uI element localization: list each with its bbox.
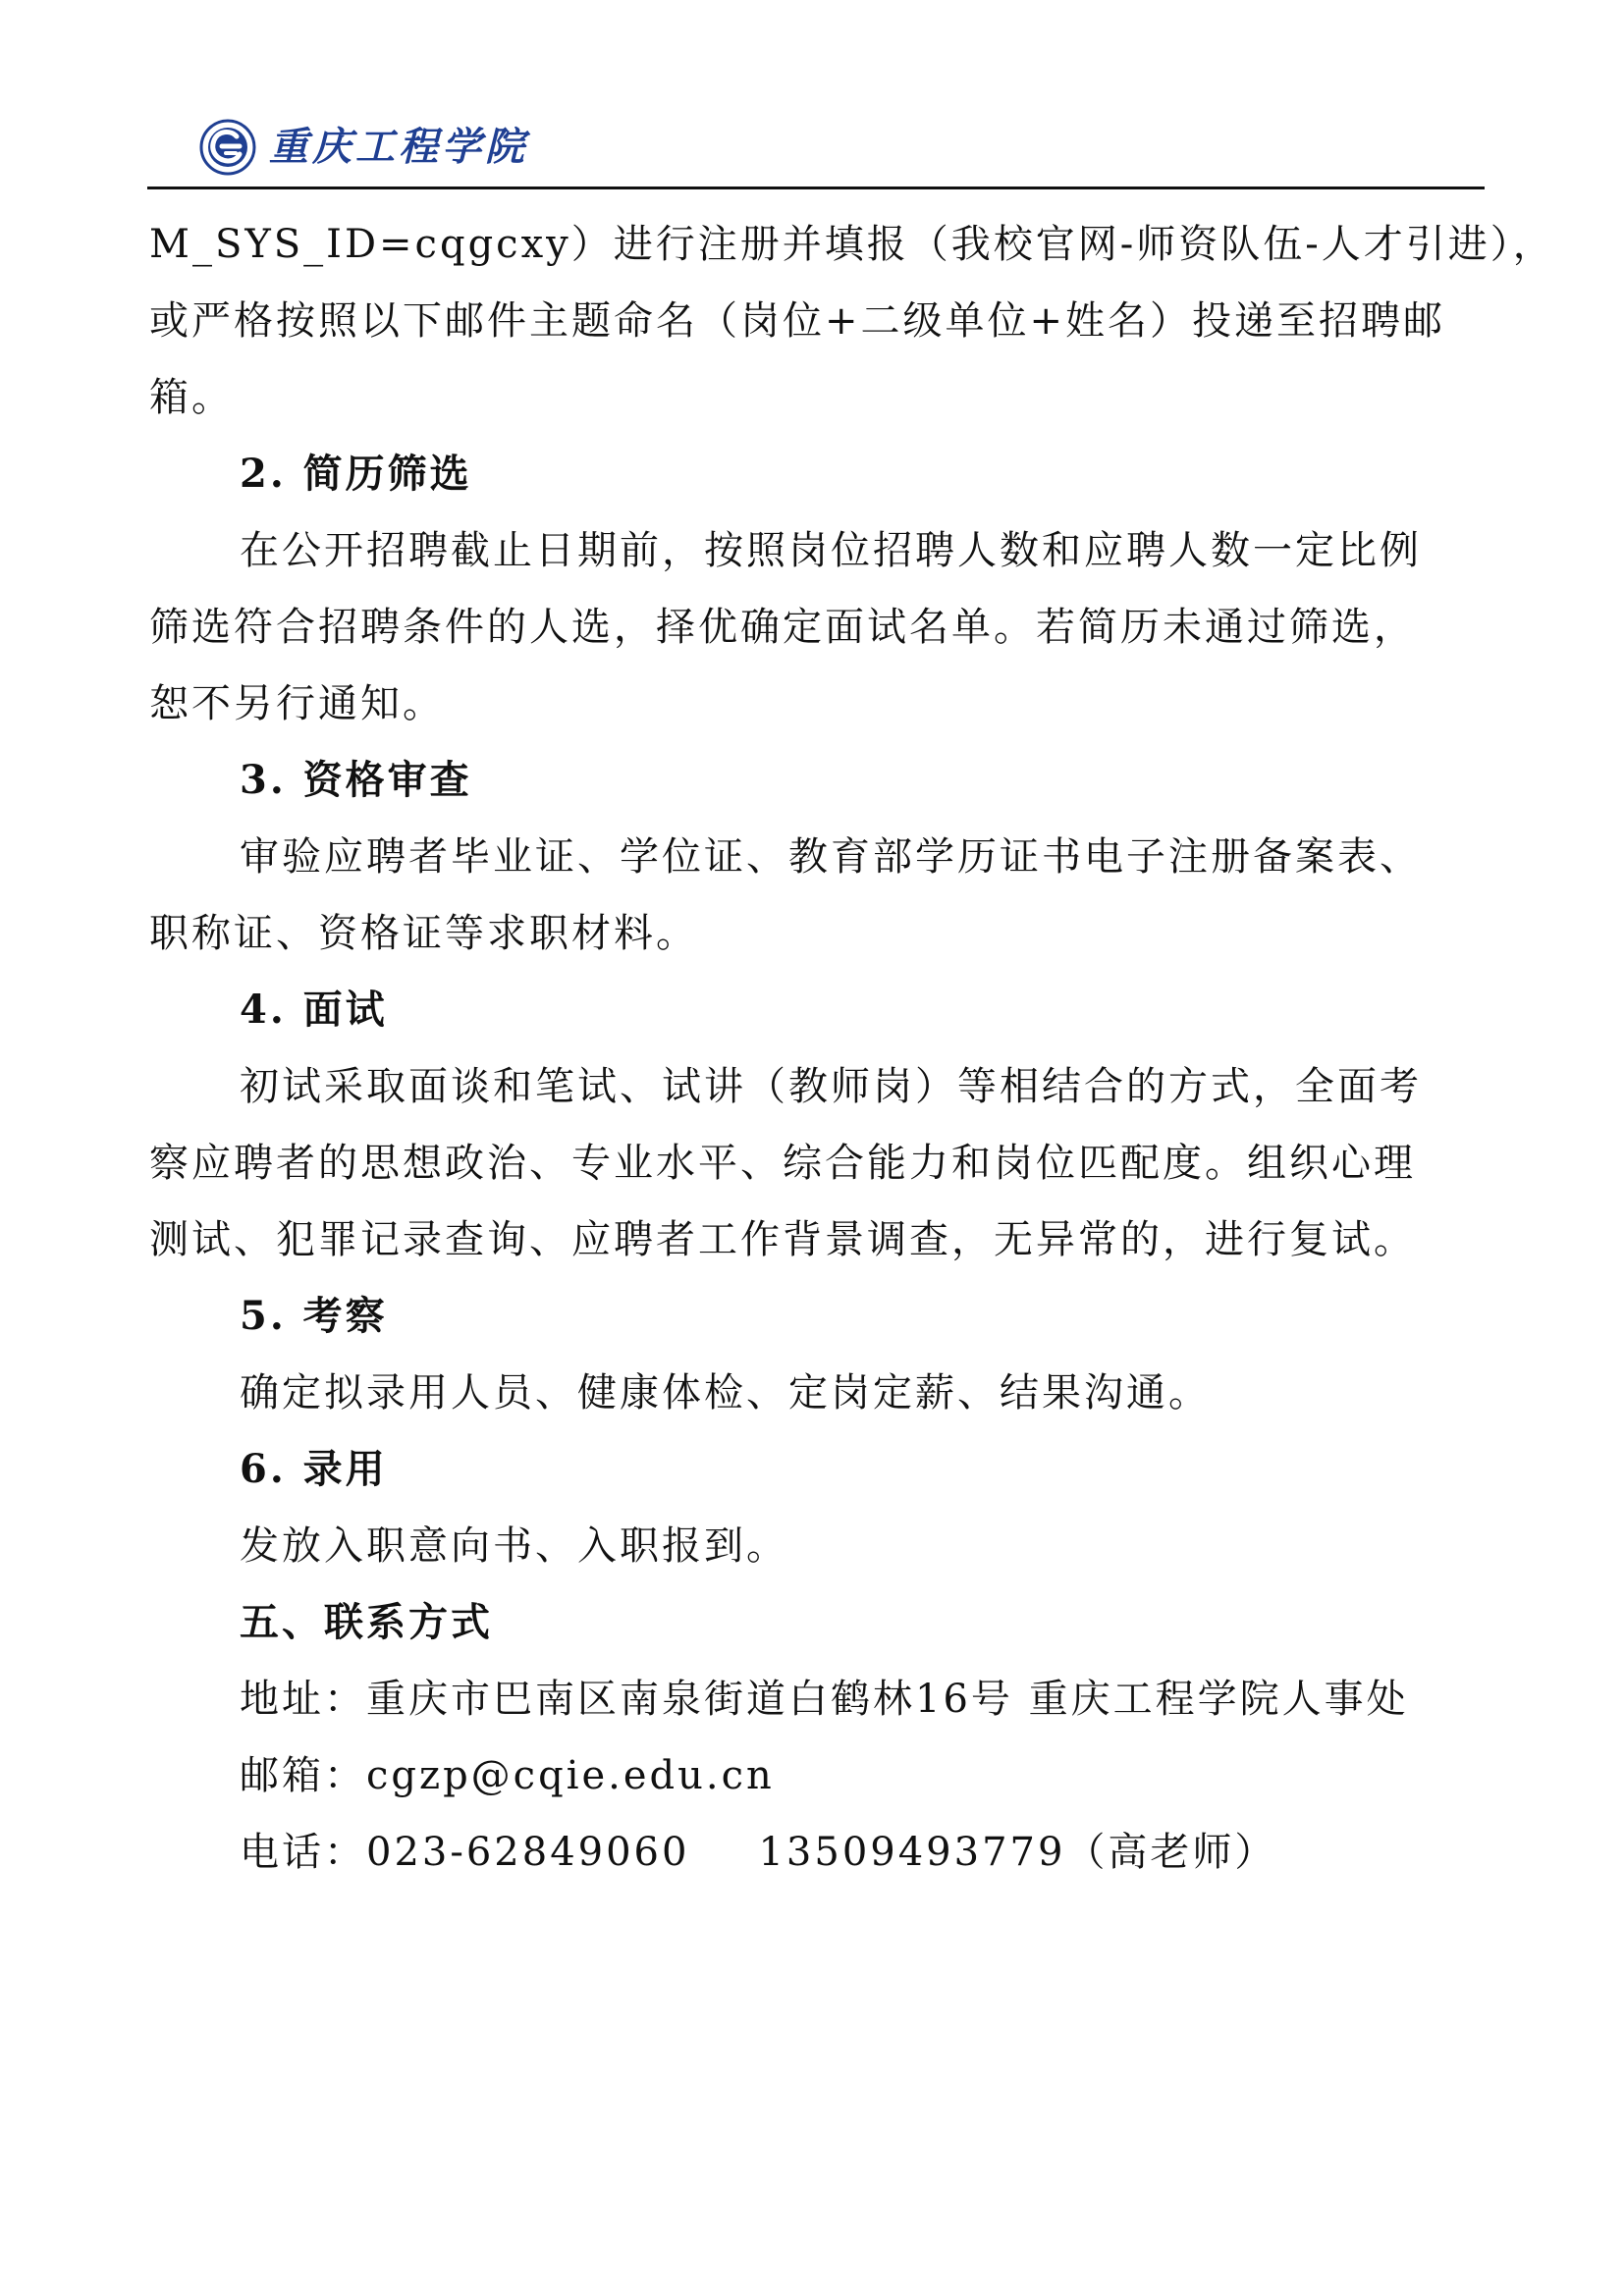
section-paragraph: [149, 819, 1487, 972]
contact-address: 地址：重庆市巴南区南泉街道白鹤林16号 重庆工程学院人事处: [240, 1677, 1409, 1722]
school-name: 重庆工程学院: [269, 124, 528, 170]
intro-paragraph: [149, 206, 1555, 436]
section-paragraph: [149, 1048, 1487, 1278]
contact-email: 邮箱：cgzp@cqie.edu.cn: [240, 1753, 775, 1798]
contact-heading: 五、联系方式: [240, 1599, 493, 1645]
paragraph-line: 测试、犯罪记录查询、应聘者工作背景调查，无异常的，进行复试。: [149, 1217, 1416, 1262]
school-seal-icon: [198, 118, 257, 177]
school-logo: [198, 118, 528, 177]
paragraph-line: 初试采取面谈和笔试、试讲（教师岗）等相结合的方式，全面考: [240, 1064, 1422, 1109]
section-heading: 3. 资格审查: [240, 757, 472, 803]
section-heading: 2. 简历筛选: [240, 451, 472, 497]
section-paragraph: [149, 1355, 1487, 1431]
paragraph-line: 确定拟录用人员、健康体检、定岗定薪、结果沟通。: [240, 1370, 1211, 1415]
page-header: [147, 106, 1485, 189]
section-paragraph: [149, 1508, 1487, 1584]
paragraph-line: 在公开招聘截止日期前，按照岗位招聘人数和应聘人数一定比例: [240, 528, 1422, 573]
section-heading: 4. 面试: [240, 987, 388, 1033]
paragraph-line: 职称证、资格证等求职材料。: [149, 911, 698, 956]
intro-line: 或严格按照以下邮件主题命名（岗位+二级单位+姓名）投递至招聘邮: [149, 298, 1446, 344]
paragraph-line: 察应聘者的思想政治、专业水平、综合能力和岗位匹配度。组织心理: [149, 1141, 1416, 1186]
contact-phone: [149, 1814, 1487, 1891]
section-heading: 6. 录用: [240, 1446, 388, 1492]
intro-line: 箱。: [149, 375, 234, 420]
section-heading: 5. 考察: [240, 1293, 388, 1339]
section-paragraph: [149, 512, 1487, 742]
intro-line: M_SYS_ID=cqgcxy）进行注册并填报（我校官网-师资队伍-人才引进），: [149, 222, 1555, 267]
contact-phone-office: 电话：023-62849060: [240, 1830, 690, 1875]
document-body: [149, 206, 1555, 1891]
paragraph-line: 筛选符合招聘条件的人选，择优确定面试名单。若简历未通过筛选，: [149, 605, 1416, 650]
paragraph-line: 审验应聘者毕业证、学位证、教育部学历证书电子注册备案表、: [240, 834, 1422, 880]
paragraph-line: 发放入职意向书、入职报到。: [240, 1523, 788, 1569]
contact-phone-mobile: 13509493779（高老师）: [758, 1830, 1277, 1875]
paragraph-line: 恕不另行通知。: [149, 681, 445, 726]
